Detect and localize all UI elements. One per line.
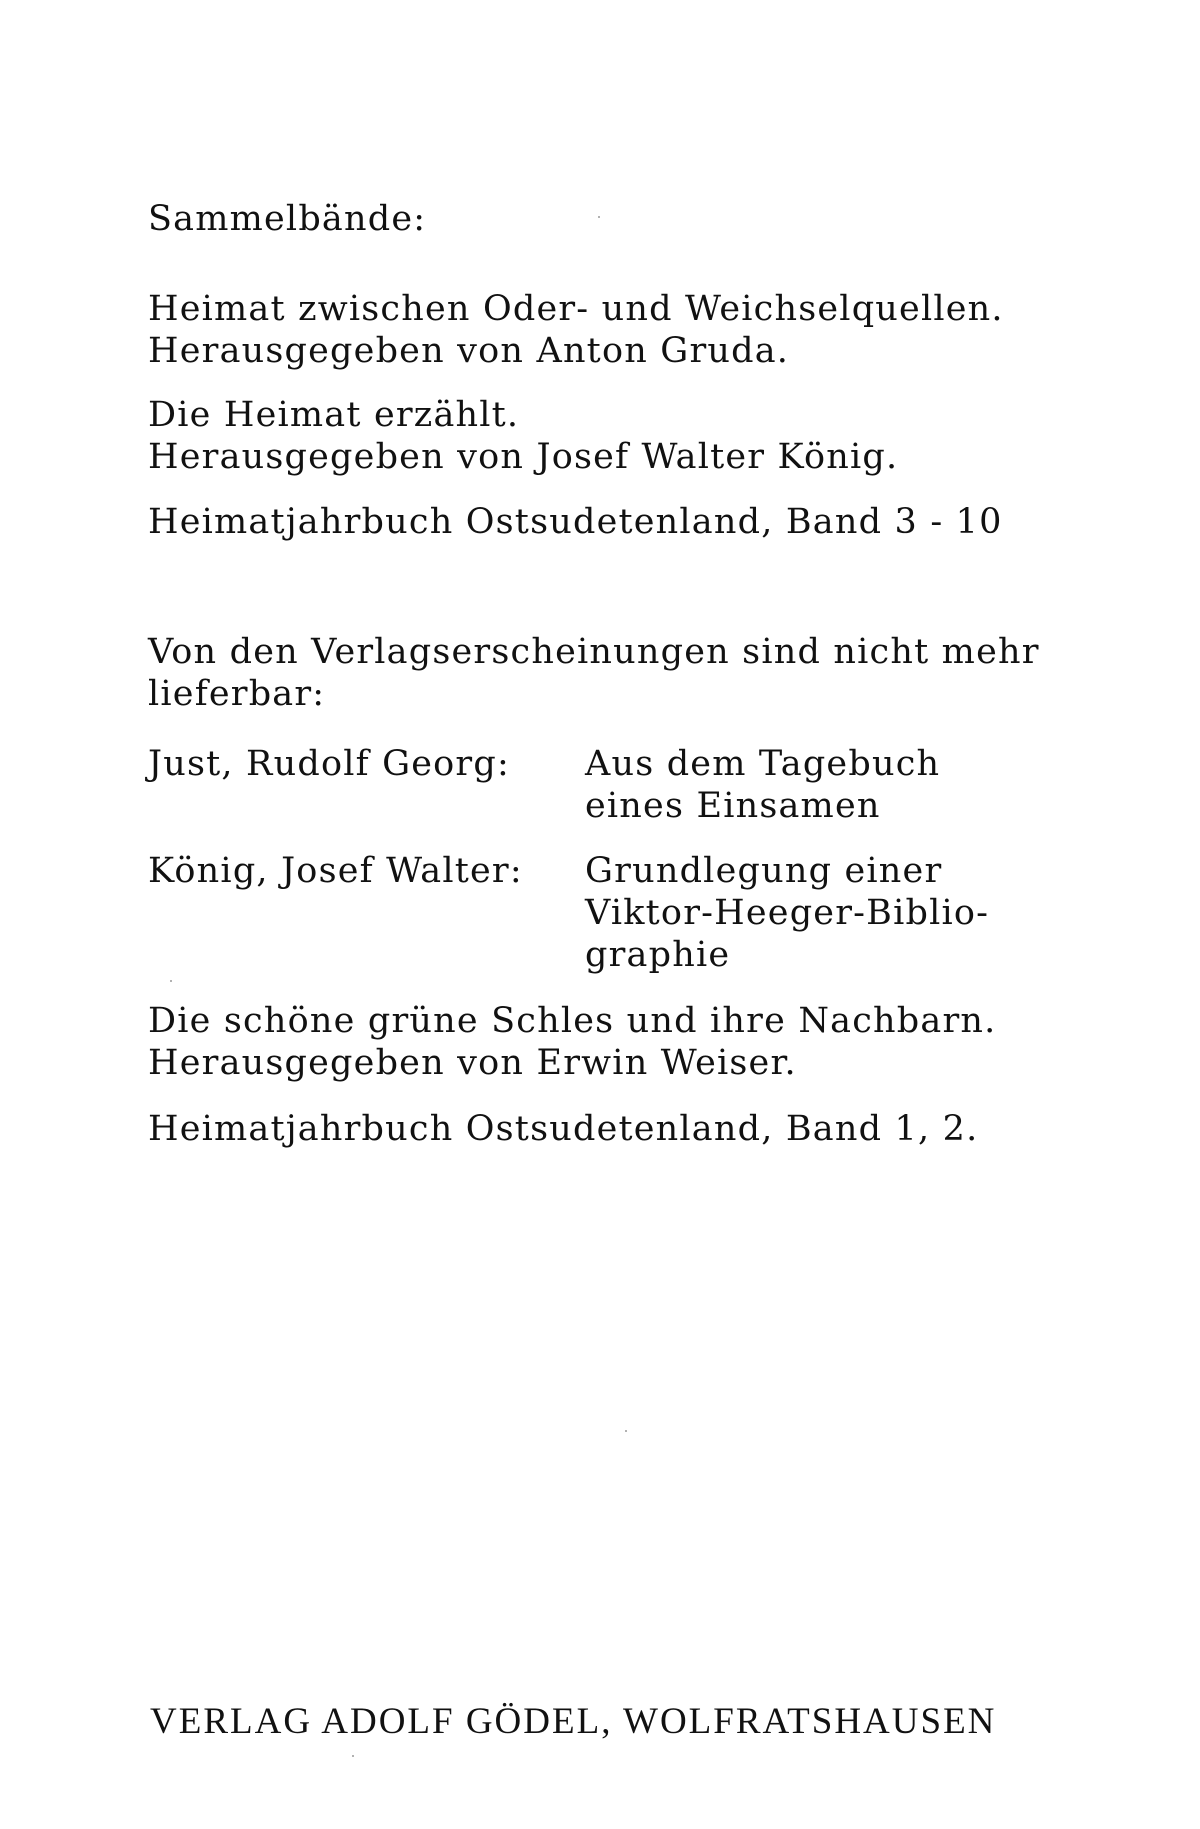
- title-koenig-line3: graphie: [585, 935, 731, 975]
- scan-speck: [170, 980, 172, 982]
- author-koenig: König, Josef Walter:: [148, 851, 523, 891]
- author-just: Just, Rudolf Georg:: [148, 744, 510, 784]
- oop-editor-1: Herausgegeben von Erwin Weiser.: [148, 1043, 797, 1083]
- title-just-line2: eines Einsamen: [585, 786, 881, 826]
- anthology-title-1: Heimat zwischen Oder- und Weichselquellen.: [148, 289, 1004, 329]
- out-of-print-heading-line2: lieferbar:: [148, 674, 326, 714]
- scan-speck: [352, 1755, 354, 1757]
- anthology-title-2: Die Heimat erzählt.: [148, 395, 520, 435]
- anthology-title-3: Heimatjahrbuch Ostsudetenland, Band 3 - 10: [148, 502, 1003, 542]
- anthologies-heading: Sammelbände:: [148, 199, 427, 239]
- oop-title-1: Die schöne grüne Schles und ihre Nachbarn.: [148, 1001, 997, 1041]
- title-koenig-line1: Grundlegung einer: [585, 851, 943, 891]
- title-just-line1: Aus dem Tagebuch: [585, 744, 941, 784]
- scan-speck: [625, 1430, 627, 1432]
- publisher-imprint: VERLAG ADOLF GÖDEL, WOLFRATSHAUSEN: [150, 1701, 997, 1742]
- anthology-editor-2: Herausgegeben von Josef Walter König.: [148, 437, 899, 477]
- title-koenig-line2: Viktor-Heeger-Biblio-: [585, 893, 990, 933]
- oop-title-2: Heimatjahrbuch Ostsudetenland, Band 1, 2.: [148, 1109, 979, 1149]
- anthology-editor-1: Herausgegeben von Anton Gruda.: [148, 331, 790, 371]
- out-of-print-heading-line1: Von den Verlagserscheinungen sind nicht mehr: [148, 632, 1040, 672]
- scan-speck: [598, 216, 600, 218]
